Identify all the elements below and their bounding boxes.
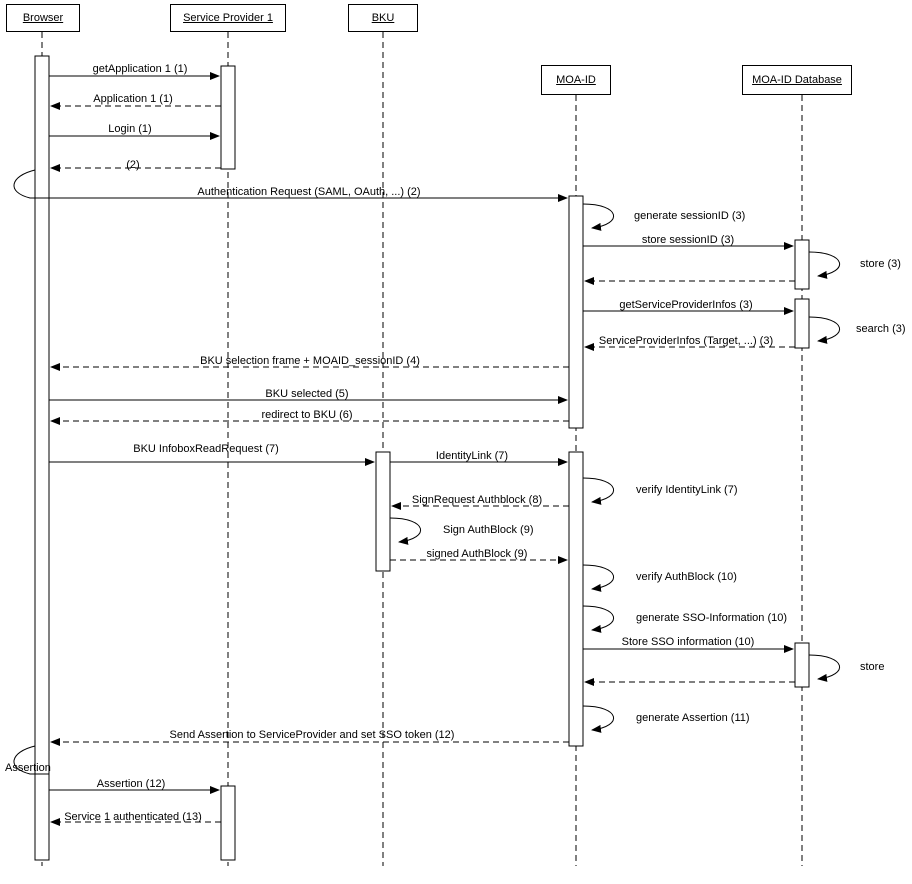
message-label-bku-selected: BKU selected (5) [265,388,349,400]
lifeline-bku-label: BKU [371,11,395,24]
message-label-redirect-to-bku: redirect to BKU (6) [261,409,353,421]
message-label-signrequest-authblock: SignRequest Authblock (8) [411,494,543,506]
message-label-generate-sessionid: generate sessionID (3) [634,210,746,222]
message-label-sign-authblock: Sign AuthBlock (9) [443,524,534,536]
message-label-get-service-provider-infos: getServiceProviderInfos (3) [619,299,753,311]
message-label-identitylink: IdentityLink (7) [435,450,509,462]
message-label-store-3: store (3) [860,258,901,270]
message-label-login: Login (1) [108,123,152,135]
message-label-redirect-2: (2) [126,159,140,171]
message-label-search-3: search (3) [856,323,906,335]
message-label-authentication-request: Authentication Request (SAML, OAuth, ...) (2) [197,186,421,198]
message-label-infobox-read-request: BKU InfoboxReadRequest (7) [133,443,279,455]
message-label-bku-selection-frame: BKU selection frame + MOAID_sessionID (4) [200,355,420,367]
message-label-signed-authblock: signed AuthBlock (9) [426,548,528,560]
lifeline-browser-label: Browser [22,11,64,24]
message-label-verify-authblock: verify AuthBlock (10) [636,571,737,583]
lifeline-moa-id-label: MOA-ID [556,73,596,86]
lifeline-service-provider-1-label: Service Provider 1 [183,11,273,24]
message-label-store-sessionid: store sessionID (3) [641,234,735,246]
lifeline-moa-id[interactable] [541,65,611,95]
message-label-generate-assertion: generate Assertion (11) [636,712,750,724]
lifeline-moa-id-database[interactable] [742,65,852,95]
message-label-assertion-12: Assertion (12) [96,778,166,790]
message-label-service-1-authenticated: Service 1 authenticated (13) [64,811,202,823]
message-label-get-application: getApplication 1 (1) [92,63,188,75]
lifeline-moa-id-database-label: MOA-ID Database [752,73,842,86]
lifeline-bku[interactable] [348,4,418,32]
message-label-store-db: store [860,661,885,673]
message-label-application-1: Application 1 (1) [93,93,173,105]
message-label-store-sso-information: Store SSO information (10) [621,636,755,648]
message-label-verify-identitylink: verify IdentityLink (7) [636,484,738,496]
message-label-generate-sso-information: generate SSO-Information (10) [636,612,788,624]
lifeline-browser[interactable] [6,4,80,32]
message-label-assertion-self: Assertion [5,762,51,774]
message-label-service-provider-infos: ServiceProviderInfos (Target, ...) (3) [598,335,774,347]
lifeline-service-provider-1[interactable] [170,4,286,32]
message-label-send-assertion: Send Assertion to ServiceProvider and set SSO token (12) [169,729,455,741]
